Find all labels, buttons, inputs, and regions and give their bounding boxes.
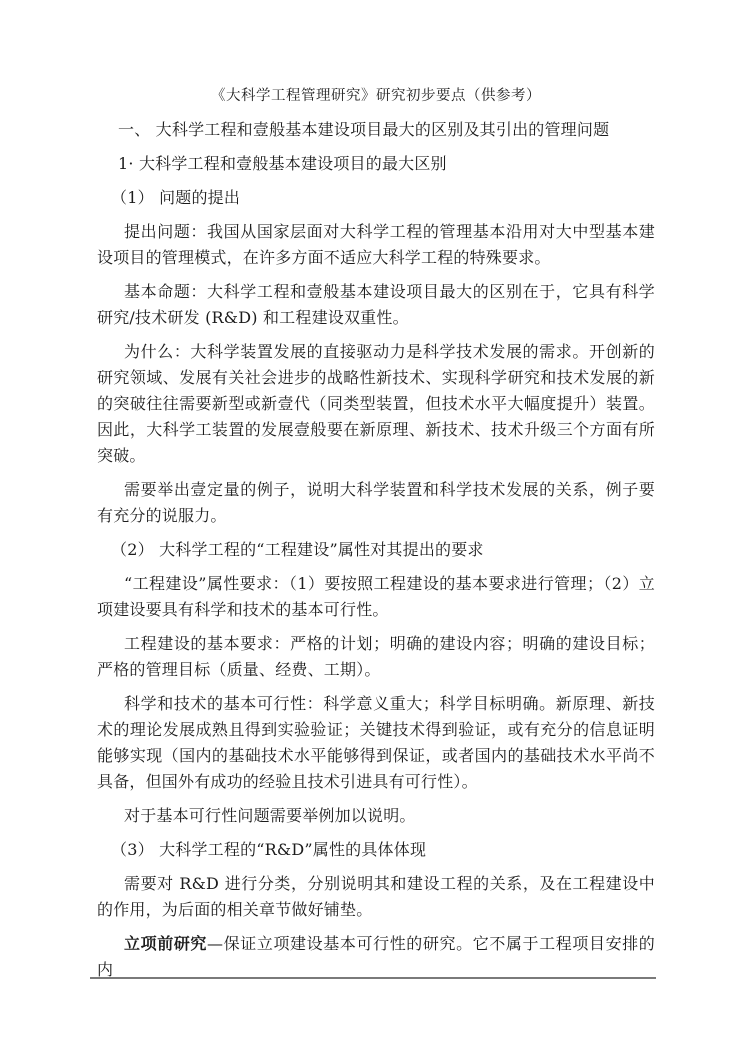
document-content — [97, 83, 655, 983]
paragraph-feasibility-examples: 对于基本可行性问题需要举例加以说明。 — [124, 806, 416, 825]
footnote-separator-line — [90, 977, 656, 979]
paragraph-why: 为什么：大科学装置发展的直接驱动力是科学技术发展的需求。开创新的研究领域、发展有关社会进步的战略性新技术、实现科学研究和技术发展的新的突破往往需要新型或新壹代（同类型装置，但技术水平大幅度提升）装置。因此，大科学工装置的发展壹般要在新原理、新技术、技术升级三个方面有所突破。 — [97, 342, 655, 465]
heading-item-1: （1） 问题的提出 — [111, 188, 241, 207]
paragraph-examples-needed: 需要举出壹定量的例子，说明大科学装置和科学技术发展的关系，例子要有充分的说服力。 — [97, 480, 655, 525]
paragraph-science-technology-feasibility: 科学和技术的基本可行性：科学意义重大；科学目标明确。新原理、新技术的理论发展成熟且得到实验验证；关键技术得到验证，或有充分的信息证明能够实现（国内的基础技术水平能够得到保证，或者国内的基础技术水平尚不具备，但国外有成功的经验且技术引进具有可行性）。 — [97, 694, 655, 791]
paragraph-pre-project-research — [97, 931, 655, 983]
heading-item-2: （2） 大科学工程的“工程建设”属性对其提出的要求 — [111, 540, 484, 559]
document-title: 《大科学工程管理研究》研究初步要点（供参考） — [211, 88, 541, 104]
paragraph-rd-classification: 需要对 R&D 进行分类，分别说明其和建设工程的关系，及在工程建设中的作用，为后面的相关章节做好铺垫。 — [97, 874, 655, 919]
paragraph-lead-rest: —保证立项建设基本可行性的研究。它不属于工程项目安排的内 — [97, 934, 655, 979]
heading-item-3: （3） 大科学工程的“R&D”属性的具体体现 — [111, 840, 427, 859]
paragraph-construction-attribute-requirements: “工程建设”属性要求：（1）要按照工程建设的基本要求进行管理；（2）立项建设要具有科学和技术的基本可行性。 — [97, 574, 655, 619]
paragraph-lead-bold: 立项前研究 — [124, 934, 208, 953]
paragraph-problem-statement: 提出问题：我国从国家层面对大科学工程的管理基本沿用对大中型基本建设项目的管理模式，在许多方面不适应大科学工程的特殊要求。 — [97, 222, 655, 267]
heading-section-one: 一、 大科学工程和壹般基本建设项目最大的区别及其引出的管理问题 — [118, 120, 610, 139]
heading-sub-1: 1· 大科学工程和壹般基本建设项目的最大区别 — [118, 154, 447, 173]
paragraph-basic-proposition: 基本命题：大科学工程和壹般基本建设项目最大的区别在于，它具有科学研究/技术研发 (R&D) 和工程建设双重性。 — [97, 282, 655, 327]
paragraph-construction-basic-requirements: 工程建设的基本要求：严格的计划；明确的建设内容；明确的建设目标；严格的管理目标（质量、经费、工期）。 — [97, 634, 655, 679]
